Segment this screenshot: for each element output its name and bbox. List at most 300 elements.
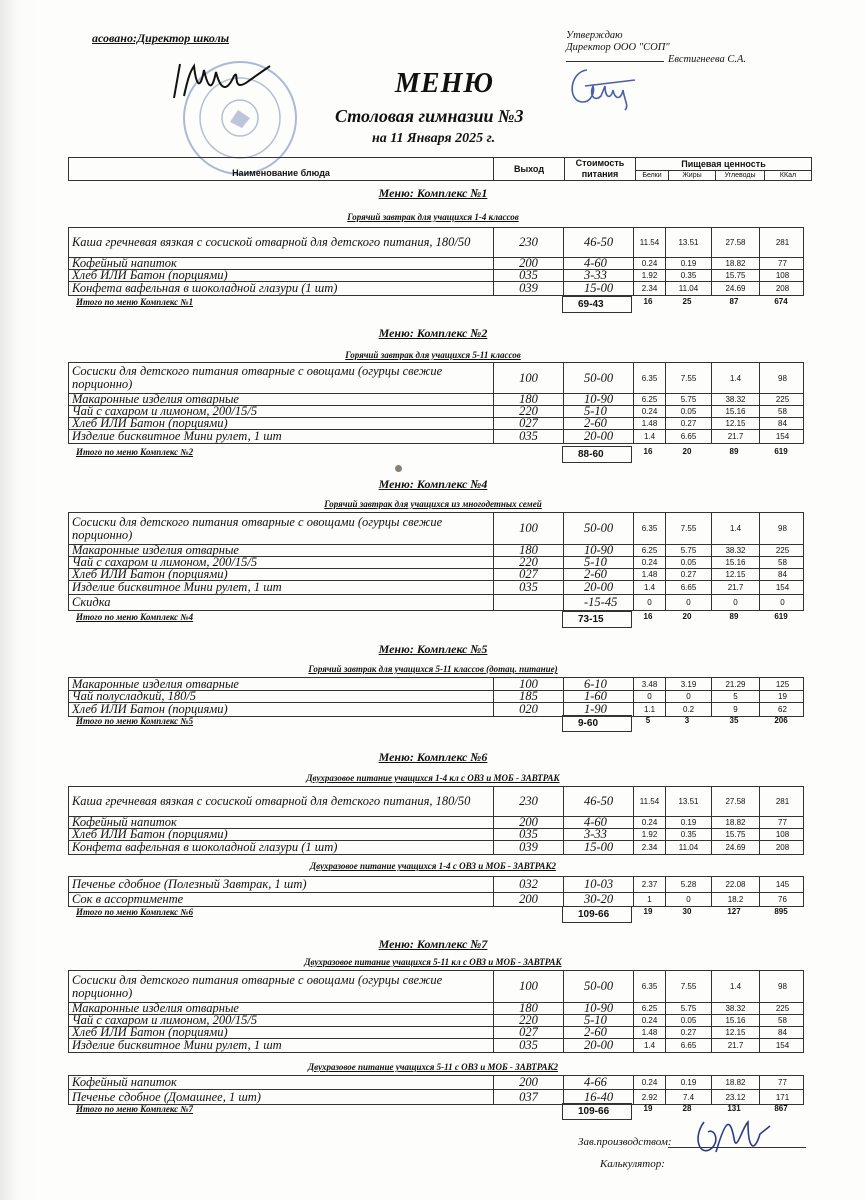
approval-block — [566, 30, 746, 66]
table-row — [68, 1089, 804, 1105]
dish-cost: 10-90 — [563, 394, 633, 405]
dish-output: 230 — [493, 228, 563, 257]
dish-fats: 0.35 — [665, 270, 711, 281]
total-proteins: 5 — [645, 716, 651, 725]
total-proteins: 16 — [643, 612, 653, 621]
dish-kcal: 58 — [759, 406, 805, 417]
approved-position: Директор ООО "СОП" — [566, 42, 670, 53]
dish-cost: -15-45 — [563, 595, 633, 610]
table-row — [68, 876, 804, 893]
dish-kcal: 19 — [759, 691, 805, 702]
total-label: Итого по меню Комплекс №2 — [76, 447, 194, 457]
approver-signature-icon — [565, 62, 645, 112]
total-fats: 25 — [682, 297, 692, 306]
col-k-header: ККал — [765, 170, 812, 180]
dish-carbs: 15.75 — [711, 270, 759, 281]
dish-carbs: 21.7 — [711, 581, 759, 594]
total-row — [68, 907, 804, 922]
total-kcal: 867 — [774, 1104, 788, 1113]
col-cost-header: Стоимость питания — [565, 158, 636, 181]
dish-proteins: 1.92 — [633, 829, 665, 840]
total-row — [68, 716, 804, 731]
total-carbs: 127 — [727, 907, 741, 916]
dish-output: 035 — [493, 581, 563, 594]
dish-name: Хлеб ИЛИ Батон (порциями) — [72, 416, 228, 430]
dish-kcal: 154 — [759, 1039, 805, 1052]
dish-proteins: 1.92 — [633, 270, 665, 281]
col-b-header: Белки — [636, 170, 669, 180]
dish-carbs: 18.2 — [711, 893, 759, 906]
dish-output: 035 — [493, 270, 563, 281]
dish-output: 185 — [493, 691, 563, 702]
group-subtitle: Двухразовое питание учащихся 1-4 с ОВЗ и МОБ - ЗАВТРАК2 — [309, 861, 557, 871]
dish-name: Сосиски для детского питания отварные с овощами (огурцы свежие порционно) — [72, 364, 443, 391]
total-proteins: 19 — [643, 1104, 653, 1113]
group-subtitle: Двухразовое питание учащихся 5-11 кл с ОВЗ и МОБ - ЗАВТРАК — [304, 957, 562, 967]
dish-proteins: 1 — [633, 893, 665, 906]
dish-proteins: 6.35 — [633, 513, 665, 544]
dish-output: 027 — [493, 1027, 563, 1038]
dish-kcal: 154 — [759, 430, 805, 443]
dish-carbs: 38.32 — [711, 394, 759, 405]
dish-carbs: 12.15 — [711, 418, 759, 429]
dish-kcal: 171 — [759, 1090, 805, 1104]
dish-kcal: 225 — [759, 545, 805, 556]
dish-output: 035 — [493, 1039, 563, 1052]
dish-proteins: 0 — [633, 691, 665, 702]
dish-cost: 4-60 — [563, 258, 633, 269]
total-proteins: 19 — [643, 907, 653, 916]
table-row — [68, 892, 804, 907]
dish-kcal: 0 — [759, 595, 805, 610]
dish-proteins: 1.48 — [633, 1027, 665, 1038]
dish-carbs: 38.32 — [711, 1003, 759, 1014]
dish-carbs: 21.29 — [711, 678, 759, 690]
dish-name: Изделие бисквитное Мини рулет, 1 шт — [72, 1038, 282, 1052]
dish-fats: 0.35 — [665, 829, 711, 840]
dish-output: 200 — [493, 258, 563, 269]
dish-output: 180 — [493, 1003, 563, 1014]
dish-fats: 13.51 — [665, 228, 711, 257]
doc-title: МЕНЮ — [395, 68, 494, 99]
total-fats: 30 — [682, 907, 692, 916]
dish-carbs: 15.16 — [711, 557, 759, 568]
group-subtitle: Горячий завтрак для учащихся 5-11 классов — [345, 350, 521, 360]
dish-fats: 0.2 — [665, 703, 711, 716]
dish-kcal: 225 — [759, 394, 805, 405]
dish-cost: 3-33 — [563, 270, 633, 281]
dish-output: 200 — [493, 893, 563, 906]
dish-carbs: 21.7 — [711, 430, 759, 443]
dish-name: Изделие бисквитное Мини рулет, 1 шт — [72, 429, 282, 443]
dish-output: 220 — [493, 1015, 563, 1026]
dish-cost: 30-20 — [563, 893, 633, 906]
dish-cost: 20-00 — [563, 581, 633, 594]
table-row — [68, 840, 804, 855]
dish-fats: 7.55 — [665, 971, 711, 1002]
dish-proteins: 1.1 — [633, 703, 665, 716]
dish-fats: 0.05 — [665, 406, 711, 417]
total-label: Итого по меню Комплекс №4 — [76, 612, 194, 622]
dish-carbs: 1.4 — [711, 513, 759, 544]
dish-cost: 5-10 — [563, 1015, 633, 1026]
dish-carbs: 12.15 — [711, 569, 759, 580]
dish-name: Конфета вафельная в шоколадной глазури (1 шт) — [72, 281, 338, 295]
table-row — [68, 362, 804, 394]
dish-cost: 2-60 — [563, 418, 633, 429]
deputy-signature-icon — [690, 1108, 780, 1168]
total-label: Итого по меню Комплекс №7 — [76, 1104, 194, 1114]
dish-name: Хлеб ИЛИ Батон (порциями) — [72, 702, 228, 716]
dish-fats: 0.27 — [665, 418, 711, 429]
dish-proteins: 2.34 — [633, 282, 665, 295]
dish-proteins: 1.48 — [633, 569, 665, 580]
table-row — [68, 786, 804, 817]
section-title: Меню: Комплекс №6 — [378, 750, 488, 764]
dish-name: Изделие бисквитное Мини рулет, 1 шт — [72, 580, 282, 594]
dish-proteins: 6.25 — [633, 394, 665, 405]
column-header — [68, 157, 812, 181]
dish-carbs: 24.69 — [711, 282, 759, 295]
dish-fats: 5.28 — [665, 877, 711, 892]
total-kcal: 895 — [774, 907, 788, 916]
dish-kcal: 154 — [759, 581, 805, 594]
total-kcal: 206 — [774, 716, 788, 725]
dish-name: Хлеб ИЛИ Батон (порциями) — [72, 1025, 228, 1039]
group-subtitle: Горячий завтрак для учащихся из многодетных семей — [324, 499, 542, 509]
dish-fats: 6.65 — [665, 581, 711, 594]
dish-cost: 1-60 — [563, 691, 633, 702]
section-title: Меню: Комплекс №7 — [378, 937, 488, 951]
dish-kcal: 77 — [759, 1076, 805, 1089]
total-cost: 73-15 — [562, 611, 632, 628]
dish-fats: 0.19 — [665, 1076, 711, 1089]
total-label: Итого по меню Комплекс №6 — [76, 907, 194, 917]
dish-name: Макаронные изделия отварные — [72, 676, 239, 691]
director-signature-icon — [160, 58, 280, 118]
dish-cost: 4-60 — [563, 817, 633, 828]
dish-fats: 13.51 — [665, 787, 711, 816]
dish-carbs: 15.75 — [711, 829, 759, 840]
total-carbs: 131 — [727, 1104, 741, 1113]
dish-fats: 0 — [665, 893, 711, 906]
dish-carbs: 1.4 — [711, 363, 759, 393]
total-fats: 3 — [684, 716, 690, 725]
total-fats: 20 — [682, 612, 692, 621]
dish-carbs: 9 — [711, 703, 759, 716]
doc-subtitle: Столовая гимназии №3 — [335, 106, 524, 126]
dish-cost: 5-10 — [563, 557, 633, 568]
dish-name: Кофейный напиток — [72, 815, 177, 829]
dish-kcal: 58 — [759, 557, 805, 568]
dish-proteins: 2.34 — [633, 841, 665, 854]
dish-fats: 5.75 — [665, 1003, 711, 1014]
section-title: Меню: Комплекс №5 — [378, 642, 488, 656]
section-title: Меню: Комплекс №4 — [378, 477, 488, 491]
dish-cost: 50-00 — [563, 363, 633, 393]
dish-output: 100 — [493, 971, 563, 1002]
dish-name: Хлеб ИЛИ Батон (порциями) — [72, 268, 228, 282]
dish-name: Конфета вафельная в шоколадной глазури (1 шт) — [72, 840, 338, 854]
dish-cost: 4-66 — [563, 1076, 633, 1089]
total-kcal: 674 — [774, 297, 788, 306]
dish-fats: 0.27 — [665, 1027, 711, 1038]
dish-output: 100 — [493, 513, 563, 544]
dish-output: 180 — [493, 545, 563, 556]
total-fats: 28 — [682, 1104, 692, 1113]
table-row — [68, 702, 804, 717]
dish-fats: 11.04 — [665, 841, 711, 854]
dish-output: 200 — [493, 817, 563, 828]
dish-proteins: 6.25 — [633, 1003, 665, 1014]
dish-proteins: 1.4 — [633, 430, 665, 443]
dish-carbs: 15.16 — [711, 1015, 759, 1026]
total-proteins: 16 — [643, 447, 653, 456]
table-row — [68, 580, 804, 595]
dish-carbs: 1.4 — [711, 971, 759, 1002]
table-row — [68, 281, 804, 296]
total-label: Итого по меню Комплекс №1 — [76, 297, 194, 307]
dish-carbs: 27.58 — [711, 228, 759, 257]
dish-fats: 0.05 — [665, 1015, 711, 1026]
dish-fats: 6.65 — [665, 430, 711, 443]
agreed-label: асовано:Директор школы — [92, 31, 230, 45]
dish-name: Печенье сдобное (Полезный Завтрак, 1 шт) — [72, 877, 307, 891]
dish-proteins: 1.4 — [633, 581, 665, 594]
dish-name: Макаронные изделия отварные — [72, 392, 239, 406]
approved-line: Утверждаю — [566, 30, 623, 41]
dish-name: Макаронные изделия отварные — [72, 1001, 239, 1015]
dish-proteins: 0.24 — [633, 1015, 665, 1026]
dish-name: Печенье сдобное (Домашнее, 1 шт) — [72, 1089, 261, 1104]
dish-proteins: 0.24 — [633, 1076, 665, 1089]
total-carbs: 87 — [729, 297, 739, 306]
total-fats: 20 — [682, 447, 692, 456]
total-row — [68, 447, 804, 462]
dish-kcal: 208 — [759, 282, 805, 295]
total-carbs: 89 — [729, 447, 739, 456]
dish-proteins: 0.24 — [633, 406, 665, 417]
dish-cost: 50-00 — [563, 971, 633, 1002]
dish-carbs: 22.08 — [711, 877, 759, 892]
dish-cost: 15-00 — [563, 282, 633, 295]
dish-cost: 10-03 — [563, 877, 633, 892]
dish-cost: 1-90 — [563, 703, 633, 716]
group-subtitle: Двухразовое питание учащихся 5-11 с ОВЗ и МОБ - ЗАВТРАК2 — [307, 1062, 559, 1072]
dish-kcal: 98 — [759, 513, 805, 544]
dish-fats: 11.04 — [665, 282, 711, 295]
dish-cost: 10-90 — [563, 1003, 633, 1014]
col-z-header: Жиры — [669, 170, 716, 180]
doc-date: на 11 Января 2025 г. — [372, 131, 496, 146]
dish-fats: 7.4 — [665, 1090, 711, 1104]
scan-mark — [395, 465, 402, 472]
dish-kcal: 145 — [759, 877, 805, 892]
dish-name: Кофейный напиток — [72, 256, 177, 270]
dish-name: Сок в ассортименте — [72, 892, 184, 906]
dish-name: Хлеб ИЛИ Батон (порциями) — [72, 567, 228, 581]
dish-cost: 16-40 — [563, 1090, 633, 1104]
dish-kcal: 77 — [759, 258, 805, 269]
group-subtitle: Горячий завтрак для учащихся 5-11 классов (дотац. питание) — [308, 664, 558, 674]
col-out-header: Выход — [494, 158, 565, 181]
section-title: Меню: Комплекс №1 — [378, 186, 488, 200]
dish-kcal: 108 — [759, 829, 805, 840]
table-row — [68, 970, 804, 1003]
table-row — [68, 429, 804, 444]
table-row — [68, 1075, 804, 1090]
dish-kcal: 98 — [759, 363, 805, 393]
dish-output: 200 — [493, 1076, 563, 1089]
dish-proteins: 6.25 — [633, 545, 665, 556]
dish-kcal: 77 — [759, 817, 805, 828]
col-u-header: Углеводы — [716, 170, 765, 180]
table-row — [68, 594, 804, 611]
total-row — [68, 297, 804, 312]
dish-carbs: 21.7 — [711, 1039, 759, 1052]
dish-fats: 0 — [665, 691, 711, 702]
dish-cost: 20-00 — [563, 430, 633, 443]
dish-output: 220 — [493, 406, 563, 417]
dish-output: 100 — [493, 678, 563, 690]
dish-cost: 50-00 — [563, 513, 633, 544]
dish-carbs: 12.15 — [711, 1027, 759, 1038]
total-row — [68, 612, 804, 627]
dish-proteins: 2.37 — [633, 877, 665, 892]
dish-carbs: 15.16 — [711, 406, 759, 417]
dish-carbs: 0 — [711, 595, 759, 610]
dish-kcal: 84 — [759, 1027, 805, 1038]
dish-kcal: 108 — [759, 270, 805, 281]
dish-output: 100 — [493, 363, 563, 393]
dish-proteins: 0 — [633, 595, 665, 610]
dish-output — [493, 595, 563, 610]
dish-name: Каша гречневая вязкая с сосиской отварной для детского питания, 180/50 — [72, 794, 471, 808]
dish-kcal: 225 — [759, 1003, 805, 1014]
dish-carbs: 18.82 — [711, 1076, 759, 1089]
total-kcal: 619 — [774, 612, 788, 621]
deputy-label: Зав.производством: — [578, 1136, 672, 1148]
dish-kcal: 62 — [759, 703, 805, 716]
dish-cost: 2-60 — [563, 569, 633, 580]
dish-kcal: 84 — [759, 569, 805, 580]
total-cost: 88-60 — [562, 446, 632, 463]
dish-kcal: 281 — [759, 787, 805, 816]
dish-cost: 15-00 — [563, 841, 633, 854]
dish-output: 039 — [493, 841, 563, 854]
dish-carbs: 24.69 — [711, 841, 759, 854]
dish-cost: 5-10 — [563, 406, 633, 417]
dish-name: Скидка — [72, 595, 111, 609]
group-subtitle: Горячий завтрак для учащихся 1-4 классов — [347, 212, 519, 222]
dish-cost: 10-90 — [563, 545, 633, 556]
dish-carbs: 23.12 — [711, 1090, 759, 1104]
dish-fats: 0.05 — [665, 557, 711, 568]
dish-carbs: 18.82 — [711, 258, 759, 269]
table-row — [68, 1038, 804, 1053]
dish-proteins: 6.35 — [633, 971, 665, 1002]
total-carbs: 35 — [729, 716, 739, 725]
calc-label: Калькулятор: — [600, 1158, 665, 1170]
dish-cost: 6-10 — [563, 678, 633, 690]
dish-name: Чай с сахаром и лимоном, 200/15/5 — [72, 555, 258, 569]
dish-name: Хлеб ИЛИ Батон (порциями) — [72, 827, 228, 841]
dish-fats: 7.55 — [665, 363, 711, 393]
total-cost: 69-43 — [562, 296, 632, 313]
dish-cost: 3-33 — [563, 829, 633, 840]
total-proteins: 16 — [643, 297, 653, 306]
dish-kcal: 125 — [759, 678, 805, 690]
dish-proteins: 11.54 — [633, 228, 665, 257]
dish-proteins: 0.24 — [633, 258, 665, 269]
dish-fats: 0.19 — [665, 817, 711, 828]
section-title: Меню: Комплекс №2 — [378, 326, 488, 340]
dish-carbs: 5 — [711, 691, 759, 702]
dish-output: 180 — [493, 394, 563, 405]
dish-output: 035 — [493, 829, 563, 840]
dish-proteins: 3.48 — [633, 678, 665, 690]
dish-proteins: 11.54 — [633, 787, 665, 816]
dish-output: 027 — [493, 569, 563, 580]
total-carbs: 89 — [729, 612, 739, 621]
dish-fats: 6.65 — [665, 1039, 711, 1052]
dish-kcal: 98 — [759, 971, 805, 1002]
dish-output: 037 — [493, 1090, 563, 1104]
dish-name: Макаронные изделия отварные — [72, 543, 239, 557]
total-kcal: 619 — [774, 447, 788, 456]
dish-proteins: 1.48 — [633, 418, 665, 429]
dish-fats: 5.75 — [665, 545, 711, 556]
dish-output: 035 — [493, 430, 563, 443]
dish-fats: 0.19 — [665, 258, 711, 269]
group-subtitle: Двухразовое питание учащихся 1-4 кл с ОВЗ и МОБ - ЗАВТРАК — [306, 773, 560, 783]
dish-cost: 46-50 — [563, 787, 633, 816]
dish-output: 230 — [493, 787, 563, 816]
dish-fats: 0 — [665, 595, 711, 610]
dish-kcal: 84 — [759, 418, 805, 429]
dish-name: Чай с сахаром и лимоном, 200/15/5 — [72, 1013, 258, 1027]
dish-name: Чай с сахаром и лимоном, 200/15/5 — [72, 404, 258, 418]
dish-carbs: 27.58 — [711, 787, 759, 816]
dish-cost: 20-00 — [563, 1039, 633, 1052]
dish-carbs: 18.82 — [711, 817, 759, 828]
dish-output: 039 — [493, 282, 563, 295]
dish-proteins: 0.24 — [633, 557, 665, 568]
dish-name: Чай полусладкий, 180/5 — [72, 689, 197, 703]
dish-cost: 2-60 — [563, 1027, 633, 1038]
dish-kcal: 58 — [759, 1015, 805, 1026]
dish-output: 220 — [493, 557, 563, 568]
dish-name: Кофейный напиток — [72, 1075, 177, 1089]
dish-kcal: 208 — [759, 841, 805, 854]
dish-cost: 46-50 — [563, 228, 633, 257]
approved-name: Евстигнеева С.А. — [668, 54, 746, 65]
dish-kcal: 76 — [759, 893, 805, 906]
dish-fats: 7.55 — [665, 513, 711, 544]
dish-proteins: 0.24 — [633, 817, 665, 828]
dish-output: 020 — [493, 703, 563, 716]
dish-fats: 3.19 — [665, 678, 711, 690]
table-row — [68, 227, 804, 258]
dish-carbs: 38.32 — [711, 545, 759, 556]
total-cost: 109-66 — [562, 1103, 632, 1120]
dish-name: Каша гречневая вязкая с сосиской отварной для детского питания, 180/50 — [72, 235, 471, 249]
dish-proteins: 2.92 — [633, 1090, 665, 1104]
dish-kcal: 281 — [759, 228, 805, 257]
table-row — [68, 512, 804, 545]
dish-fats: 0.27 — [665, 569, 711, 580]
col-nutrition-header: Пищевая ценность — [636, 158, 812, 171]
